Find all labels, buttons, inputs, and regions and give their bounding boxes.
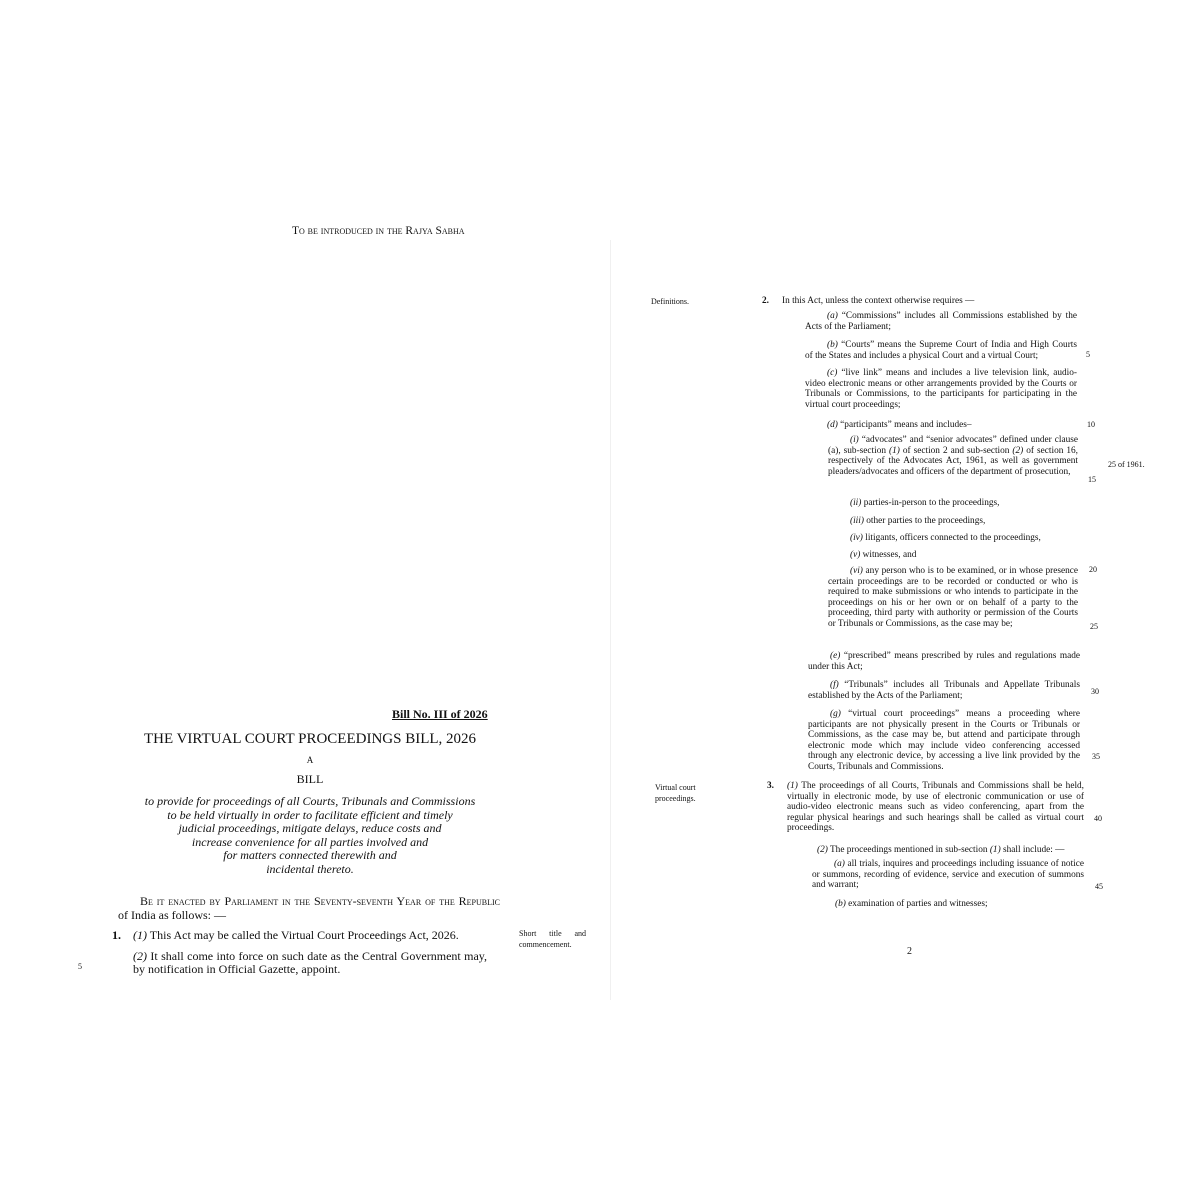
line-number: 35 (1092, 752, 1100, 761)
a-label: A (306, 755, 314, 765)
subclause-label: (vi) (850, 566, 863, 576)
margin-note-virtual-court: Virtual court (655, 783, 696, 792)
clause-text: examination of parties and witnesses; (848, 899, 988, 909)
long-title-line: for matters connected therewith and (223, 848, 397, 862)
subsection-label: (1) (787, 781, 798, 791)
section-3-clause-b (835, 899, 988, 910)
line-number: 45 (1095, 882, 1103, 891)
section-2-intro: In this Act, unless the context otherwise requires — (782, 296, 975, 306)
clause-text: “Commissions” includes all Commissions established by the Acts of the Parliament; (805, 311, 1077, 332)
section-2-number: 2. (762, 296, 769, 306)
clause-label: (a) (827, 311, 838, 321)
long-title-line: to provide for proceedings of all Courts, Tribunals and Commissions (144, 794, 476, 808)
clause-label: (b) (835, 899, 846, 909)
subsection-label: (2) (133, 949, 147, 963)
subclause-text: of section 2 and sub-section (899, 445, 1013, 456)
section-1-number: 1. (112, 928, 121, 942)
margin-note-commencement: commencement. (519, 940, 572, 949)
page-header: To be introduced in the Rajya Sabha (292, 225, 465, 237)
clause-text: “Tribunals” includes all Tribunals and Appellate Tribunals established by the Acts of the Parliament; (808, 680, 1080, 701)
enacting-formula-line2: of India as follows: — (118, 908, 226, 922)
subclause-text: of section 16, respectively of the Advocates Act, 1961, as well as government pleaders/advocates and officers of the department of prosecution, (828, 445, 1078, 477)
clause-text: “prescribed” means prescribed by rules and regulations made under this Act; (808, 651, 1080, 672)
subclause-text: parties-in-person to the proceedings, (863, 498, 1000, 508)
clause-f (808, 680, 1080, 701)
section-3-subsection-1 (787, 781, 1084, 834)
subsection-text: The proceedings of all Courts, Tribunals and Commissions shall be held, virtually in electronic mode, by use of electronic communication or use of audio-video electronic means such as video conferencing, apart from the regular physical hearings and such hearings shall be called as virtual court proceedings. (787, 781, 1084, 834)
page-divider (610, 240, 611, 1000)
long-title-line: judicial proceedings, mitigate delays, reduce costs and (178, 821, 442, 835)
subsection-ref: (1) (889, 445, 900, 456)
clause-d-iv (850, 533, 1041, 544)
subsection-text: The proceedings mentioned in sub-section (830, 845, 990, 855)
clause-text: “live link” means and includes a live television link, audio-video electronic means or other arrangements provided by the Courts or Tribunals or Commissions, to the participants for participating in the virtual court proceedings; (805, 368, 1078, 410)
line-number: 25 (1090, 622, 1098, 631)
clause-d-i (828, 435, 1078, 477)
clause-label: (f) (830, 680, 839, 690)
line-number: 5 (1086, 350, 1090, 359)
subsection-ref: (1) (989, 845, 1001, 855)
clause-text: “participants” means and includes– (840, 420, 972, 430)
margin-note-act-reference: 25 of 1961. (1108, 460, 1145, 469)
section-1-subsection-2-line2: by notification in Official Gazette, appoint. (133, 962, 341, 976)
clause-d-iii (850, 516, 985, 527)
subclause-text: any person who is to be examined, or in whose presence certain proceedings are to be recorded or conducted or who is required to make submissions or who intends to participate in the proceedings on his or her own or on behalf of a party to the proceeding, third party with authority or permission of the Courts or Tribunals or Commissions, as the case may be; (828, 566, 1078, 629)
long-title (120, 795, 500, 876)
line-number: 40 (1094, 814, 1102, 823)
clause-text: “virtual court proceedings” means a proceeding where participants are not physically present in the Courts or Tribunals or Commissions, as the case may be, but attend and participate through electronic mode which may include video conferencing accessed through any electronic device, by accessing a live link provided by the Courts, Tribunals and Commissions. (808, 709, 1080, 772)
section-3-clause-a (812, 859, 1084, 891)
bill-title: THE VIRTUAL COURT PROCEEDINGS BILL, 2026 (143, 731, 477, 747)
subsection-text: This Act may be called the Virtual Court Proceedings Act, 2026. (149, 928, 459, 942)
clause-a (805, 311, 1077, 332)
subsection-text: It shall come into force on such date as the Central Government may, (150, 949, 487, 963)
line-number: 10 (1087, 420, 1095, 429)
page-number: 2 (907, 946, 912, 957)
clause-label: (a) (834, 859, 845, 869)
clause-label: (b) (827, 340, 838, 350)
line-number: 5 (78, 962, 82, 971)
clause-d (827, 420, 972, 431)
clause-text: all trials, inquires and proceedings including issuance of notice or summons, recording of evidence, service and execution of summons and warrant; (812, 859, 1084, 891)
subclause-text: witnesses, and (862, 550, 917, 560)
line-number: 20 (1089, 565, 1097, 574)
margin-note-short-title: Short title and (519, 929, 586, 938)
subclause-text: “advocates” and “senior advocates” defined under clause (a), sub-section (828, 435, 1078, 456)
clause-d-vi (828, 566, 1078, 630)
long-title-line: to be held virtually in order to facilitate efficient and timely (167, 807, 453, 822)
margin-note-proceedings: proceedings. (655, 794, 696, 803)
margin-note-definitions: Definitions. (651, 297, 689, 306)
subclause-text: litigants, officers connected to the proceedings, (865, 533, 1041, 543)
subsection-label: (2) (817, 845, 828, 855)
clause-label: (c) (827, 368, 838, 378)
long-title-line: incidental thereto. (266, 861, 354, 876)
clause-label: (e) (830, 651, 841, 661)
clause-label: (d) (827, 420, 838, 430)
subclause-label: (iv) (850, 533, 863, 543)
subsection-ref: (2) (1012, 445, 1024, 456)
line-number: 30 (1091, 687, 1099, 696)
clause-g (808, 709, 1080, 773)
subclause-label: (v) (850, 550, 861, 560)
line-number: 15 (1088, 475, 1096, 484)
subclause-text: other parties to the proceedings, (866, 516, 986, 526)
clause-e (808, 651, 1080, 672)
clause-label: (g) (830, 709, 841, 719)
clause-b (805, 340, 1077, 361)
subclause-label: (ii) (850, 498, 862, 508)
clause-c (805, 368, 1077, 410)
subclause-label: (iii) (850, 516, 864, 526)
section-1-subsection-1 (133, 929, 459, 943)
clause-text: “Courts” means the Supreme Court of India and High Courts of the States and includes a physical Court and a virtual Court; (805, 340, 1077, 361)
section-3-number: 3. (767, 781, 774, 791)
subclause-label: (i) (850, 435, 859, 445)
clause-d-ii (850, 498, 999, 509)
bill-number: Bill No. III of 2026 (392, 707, 488, 721)
subsection-label: (1) (133, 928, 147, 942)
section-3-subsection-2 (817, 845, 1064, 856)
bill-label: BILL (296, 772, 324, 786)
subsection-text: shall include: — (1000, 845, 1065, 855)
clause-d-v (850, 550, 916, 561)
enacting-formula-line1: Be it enacted by Parliament in the Seventy-seventh Year of the Republic (140, 894, 500, 908)
long-title-line: increase convenience for all parties involved and (191, 834, 429, 849)
